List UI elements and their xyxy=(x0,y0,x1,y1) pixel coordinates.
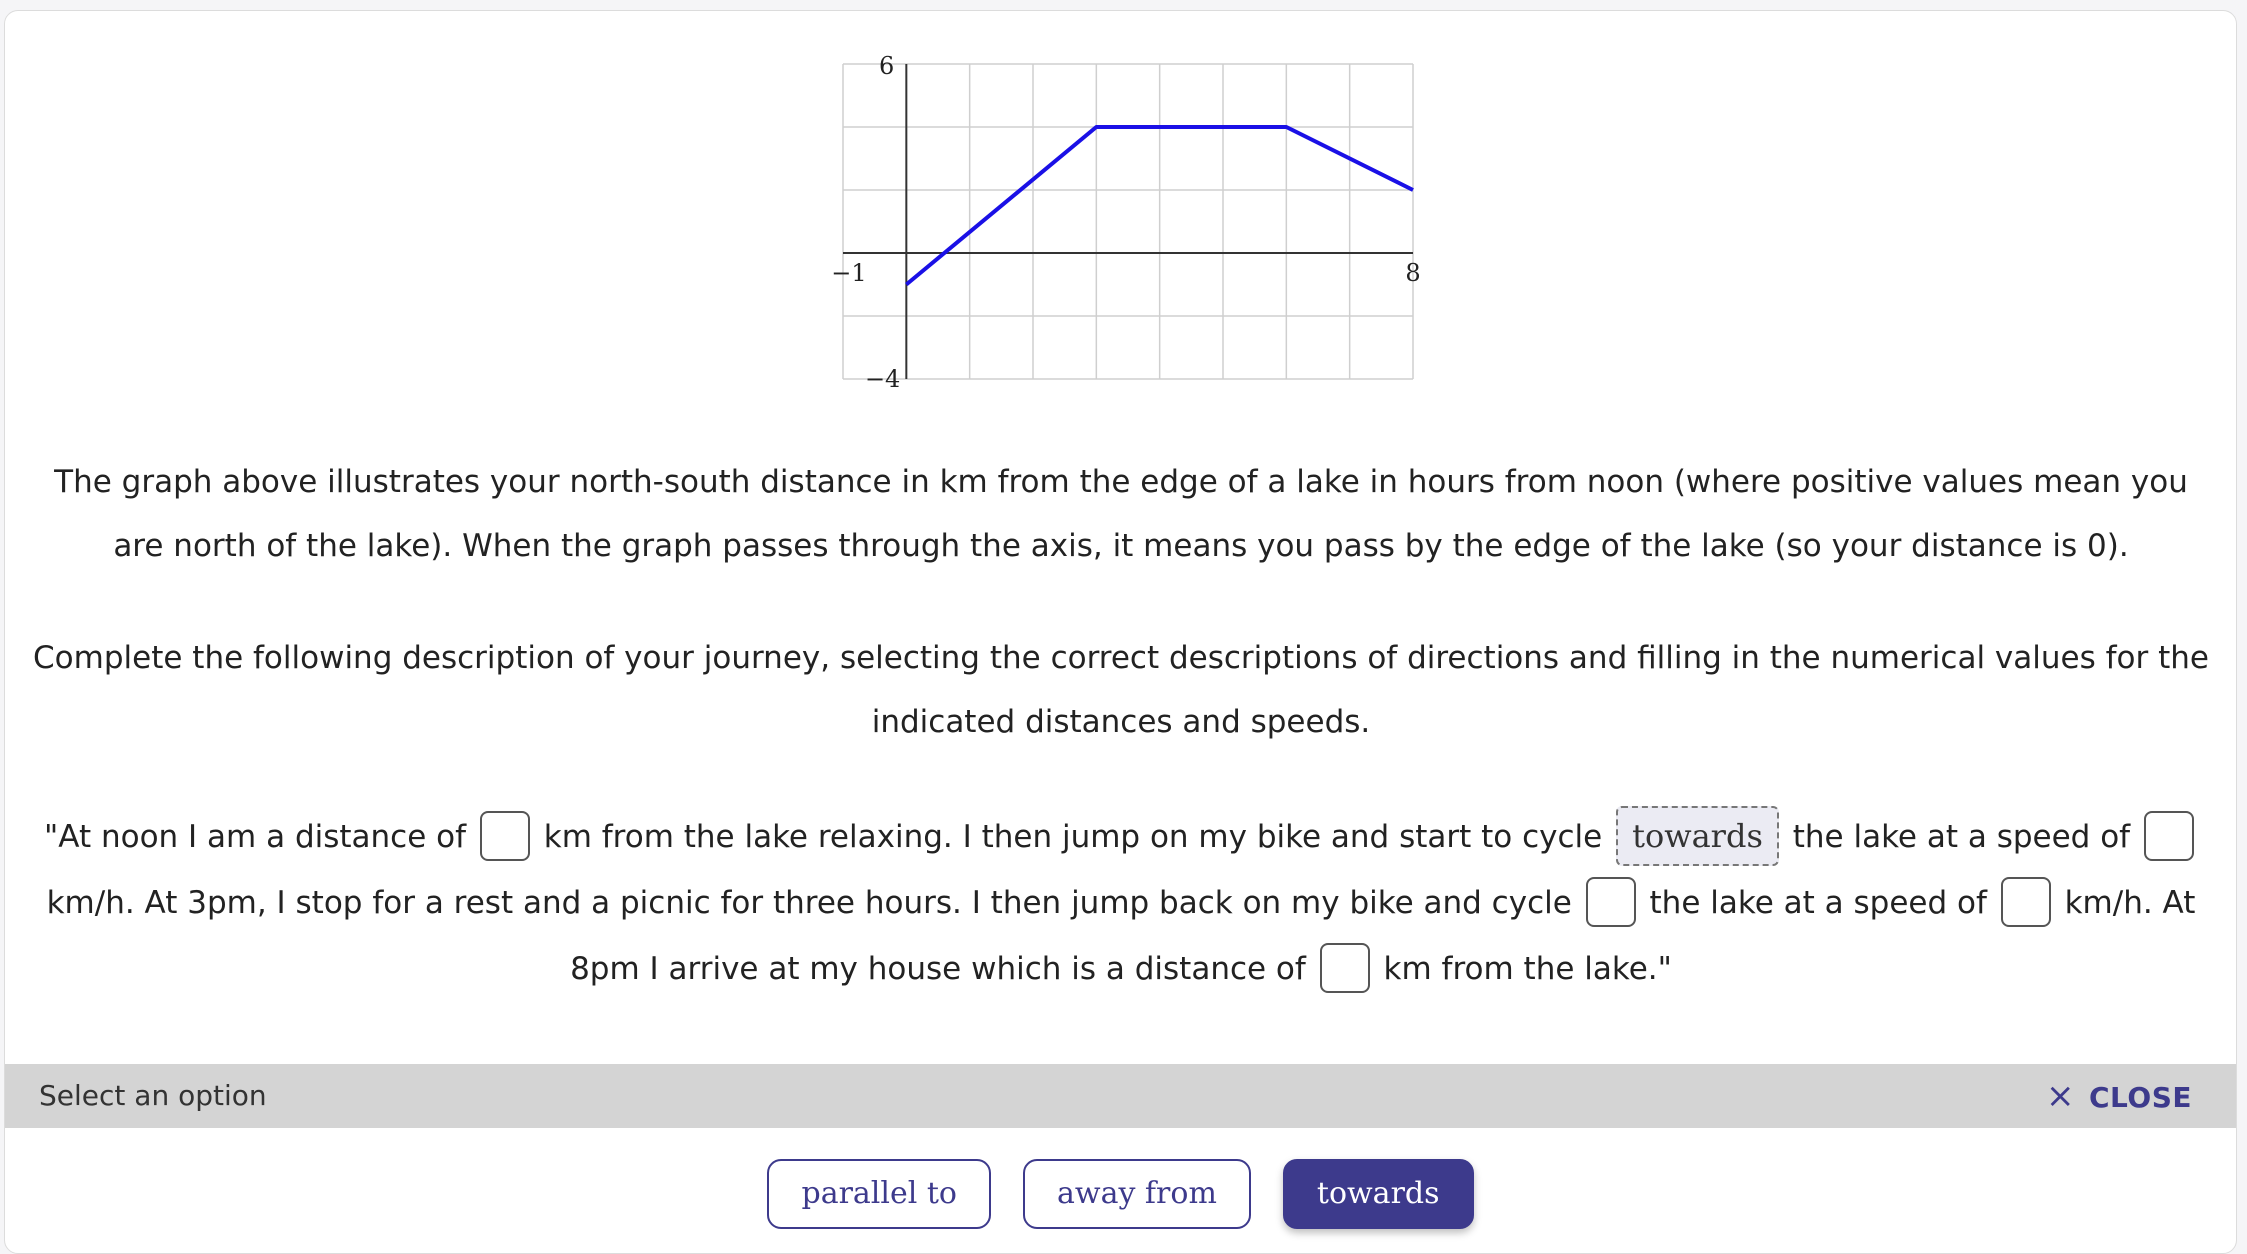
story-text: km from the lake." xyxy=(1383,951,1672,987)
direction-select-2[interactable] xyxy=(1586,877,1636,927)
speed-input-2[interactable] xyxy=(2001,877,2051,927)
close-label: CLOSE xyxy=(2089,1081,2192,1114)
close-icon: × xyxy=(2046,1076,2075,1116)
instructions: Complete the following description of your journey, selecting the correct descriptions of directions and filling in the numerical values for the indicated distances and speeds. xyxy=(33,640,2209,740)
tick-label: 8 xyxy=(1405,259,1421,287)
chart-svg xyxy=(823,49,1443,399)
close-button[interactable] xyxy=(2046,1064,2192,1130)
noon-distance-input[interactable] xyxy=(480,811,530,861)
tick-label: 6 xyxy=(879,52,895,80)
option-towards[interactable]: towards xyxy=(1283,1159,1474,1229)
story-text: km/h. At 8pm I arrive at my house which is a distance of xyxy=(570,885,2196,987)
story-text: the lake at a speed of xyxy=(1649,885,1987,921)
select-option-label: Select an option xyxy=(39,1079,267,1112)
option-buttons xyxy=(5,1159,2236,1229)
tick-label: −4 xyxy=(864,365,901,393)
question-card xyxy=(4,10,2237,1254)
story-text: "At noon I am a distance of xyxy=(44,819,467,855)
story-text: the lake at a speed of xyxy=(1792,819,2131,855)
option-parallel-to[interactable]: parallel to xyxy=(767,1159,991,1229)
journey-description xyxy=(25,804,2217,1002)
graph-description: The graph above illustrates your north-south distance in km from the edge of a lake in hours from noon (where positive values mean you are north of the lake). When the graph passes through the axis, it means you pass by the edge of the lake (so your distance is 0). xyxy=(54,464,2188,564)
direction-select-1[interactable]: towards xyxy=(1616,806,1779,866)
speed-input-1[interactable] xyxy=(2144,811,2194,861)
option-away-from[interactable]: away from xyxy=(1023,1159,1251,1229)
house-distance-input[interactable] xyxy=(1320,943,1370,993)
tick-label: −1 xyxy=(831,259,867,287)
story-text: km from the lake relaxing. I then jump on my bike and start to cycle xyxy=(543,819,1603,855)
distance-time-graph xyxy=(823,49,1443,399)
option-bar xyxy=(5,1064,2236,1128)
story-text: km/h. At 3pm, I stop for a rest and a picnic for three hours. I then jump back on my bike and cycle xyxy=(46,885,1572,921)
